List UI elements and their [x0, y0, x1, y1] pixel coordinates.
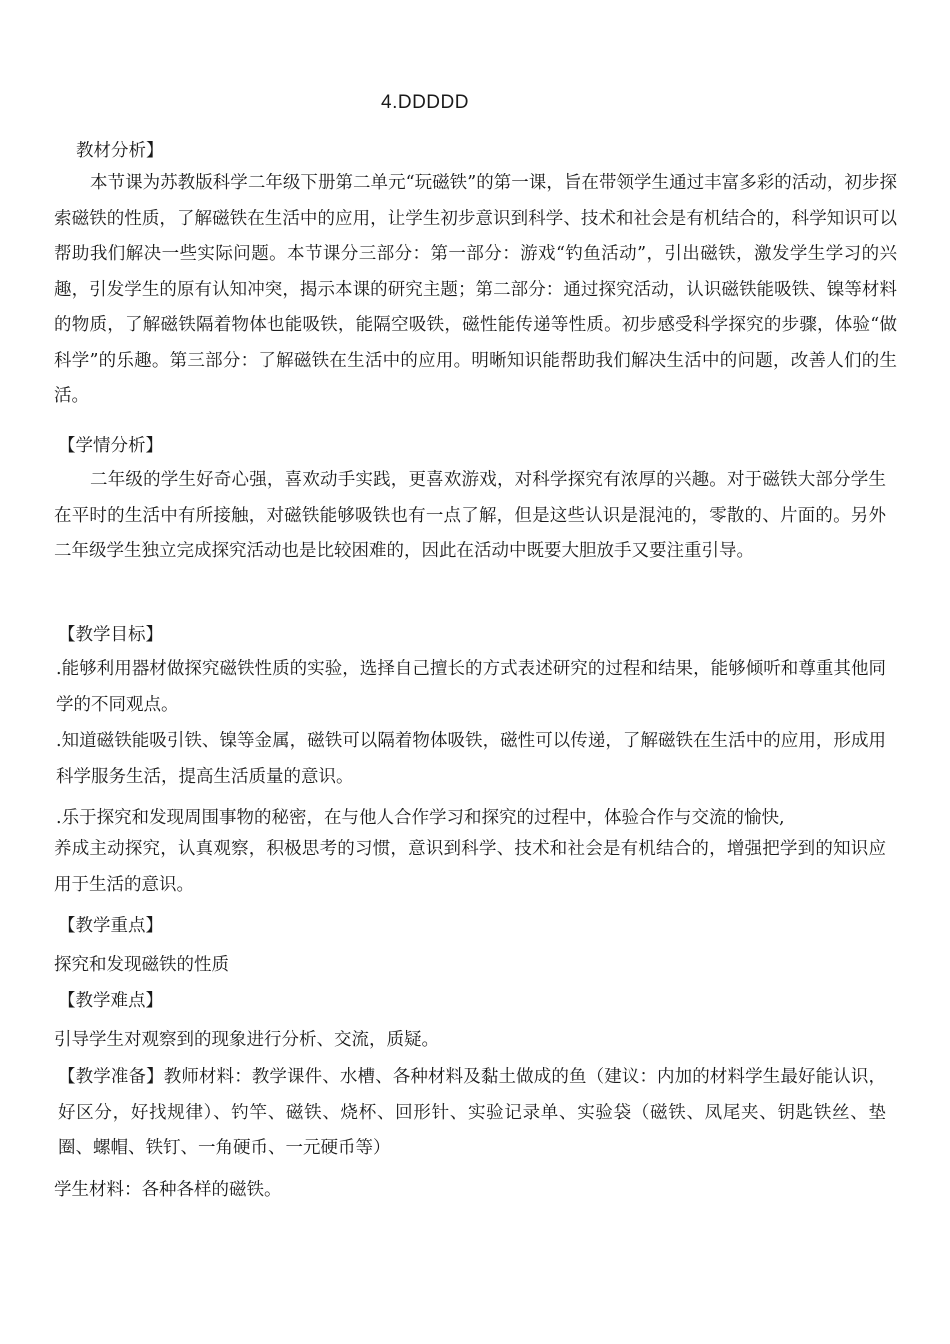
- preparation-paragraph: 【教学准备】教师材料：教学课件、水槽、各种材料及黏土做成的鱼（建议：内加的材料学生最好能认识，好区分，好找规律）、钓竿、磁铁、烧杯、回形针、实验记录单、实验袋（磁铁、凤尾夹、钥匙铁丝、垫圈、螺帽、铁钉、一角硬币、一元硬币等）: [58, 1067, 886, 1158]
- learner-paragraph: 二年级的学生好奇心强，喜欢动手实践，更喜欢游戏，对科学探究有浓厚的兴趣。对于磁铁大部分学生在平时的生活中有所接触，对磁铁能够吸铁也有一点了解，但是这些认识是混沌的，零散的、片面的。另外二年级学生独立完成探究活动也是比较困难的，因此在活动中既要大胆放手又要注重引导。: [54, 470, 886, 561]
- goal-item-3-first-line: .乐于探究和发现周围事物的秘密，在与他人合作学习和探究的过程中，体验合作与交流的愉快,: [56, 808, 785, 828]
- goals-heading: 【教学目标】: [58, 625, 163, 645]
- analysis-paragraph: 本节课为苏教版科学二年级下册第二单元“玩磁铁”的第一课，旨在带领学生通过丰富多彩的活动，初步探索磁铁的性质，了解磁铁在生活中的应用，让学生初步意识到科学、技术和社会是有机结合的，科学知识可以帮助我们解决一些实际问题。本节课分三部分：第一部分：游戏“钓鱼活动”，引出磁铁，激发学生学习的兴趣，引发学生的原有认知冲突，揭示本课的研究主题；第二部分：通过探究活动，认识磁铁能吸铁、镍等材料的物质，了解磁铁隔着物体也能吸铁，能隔空吸铁，磁性能传递等性质。初步感受科学探究的步骤，体验“做科学”的乐趣。第三部分：了解磁铁在生活中的应用。明晰知识能帮助我们解决生活中的问题，改善人们的生活。: [54, 173, 897, 406]
- difficulty-text: 引导学生对观察到的现象进行分析、交流，质疑。: [54, 1030, 439, 1050]
- key-points-heading: 【教学重点】: [58, 916, 163, 936]
- goal-item-1: .能够利用器材做探究磁铁性质的实验，选择自己擅长的方式表述研究的过程和结果，能够倾听和尊重其他同学的不同观点。: [56, 659, 886, 715]
- key-points-text: 探究和发现磁铁的性质: [54, 955, 229, 975]
- difficulty-heading: 【教学难点】: [58, 991, 163, 1011]
- learner-heading: 【学情分析】: [58, 436, 163, 456]
- student-materials-text: 学生材料：各种各样的磁铁。: [54, 1180, 282, 1200]
- document-title: 4.DDDDD: [381, 92, 469, 113]
- analysis-heading: 教材分析】: [76, 141, 164, 161]
- goal-item-2: .知道磁铁能吸引铁、镍等金属，磁铁可以隔着物体吸铁，磁性可以传递，了解磁铁在生活中的应用，形成用科学服务生活，提高生活质量的意识。: [56, 731, 886, 787]
- goal-item-3-continuation: 养成主动探究，认真观察，积极思考的习惯，意识到科学、技术和社会是有机结合的，增强把学到的知识应用于生活的意识。: [54, 839, 886, 895]
